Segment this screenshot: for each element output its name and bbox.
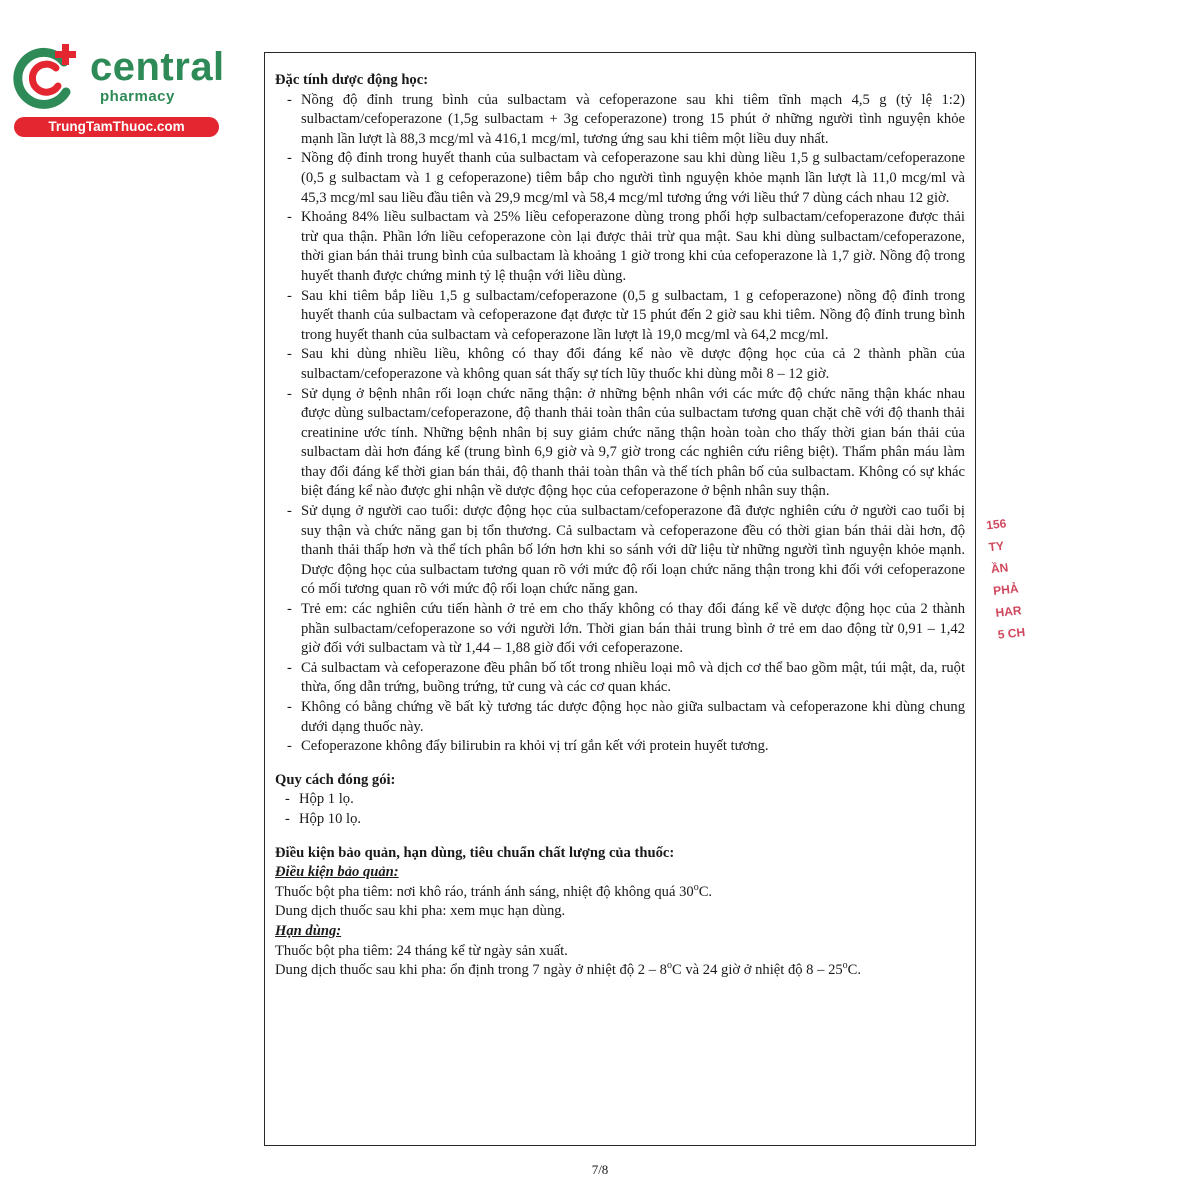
expiry-line-solution: [275, 961, 965, 981]
list-item: - Hộp 10 lọ.: [275, 810, 965, 830]
expiry-subheading: Hạn dùng:: [275, 922, 342, 939]
stamp-fragment: TY: [987, 538, 1005, 555]
degree-sup: o: [842, 960, 848, 972]
list-item: - Sử dụng ở bệnh nhân rối loạn chức năng thận: ở những bệnh nhân với các mức độ chức năng thận khác nhau được dùng sulbactam/cefoperazone, độ thanh thải toàn thân của sulbactam tương quan chặt chẽ với độ thanh thải creatinine ước tính. Những bệnh nhân bị suy giảm chức năng thận hoàn toàn cho thấy thời gian bán thải của sulbactam dài hơn đáng kể (trung bình 6,9 giờ và 9,7 giờ trong các nghiên cứu riêng biệt). Thẩm phân máu làm thay đổi đáng kể thời gian bán thải, độ thanh thải toàn thân và thể tích phân bố của sulbactam. Không có sự khác biệt đáng kể nào được ghi nhận về dược động học của cefoperazone ở bệnh nhân suy thận.: [275, 385, 965, 503]
pk-list: [275, 91, 965, 757]
storage-subheading: Điều kiện bảo quản:: [275, 864, 399, 881]
packaging-list: [275, 790, 965, 829]
list-item: - Khoảng 84% liều sulbactam và 25% liều cefoperazone dùng trong phối hợp sulbactam/cefoperazone được thải trừ qua thận. Phần lớn liều cefoperazone còn lại được thải trừ qua mật. Sau khi dùng sulbactam/cefoperazone, thời gian bán thải trung bình của sulbactam là khoảng 1 giờ trong khi của cefoperazone là 1,7 giờ. Nồng độ trong huyết thanh được chứng minh tỷ lệ thuận với liều dùng.: [275, 208, 965, 286]
list-item: - Nồng độ đỉnh trung bình của sulbactam và cefoperazone sau khi tiêm tĩnh mạch 4,5 g (tỷ lệ 1:2) sulbactam/cefoperazone (1,5g sulbactam + 3g cefoperazone) trong 15 phút ở những người tình nguyện khỏe mạnh lần lượt là 88,3 mcg/ml và 416,1 mcg/ml, tương ứng sau khi tiêm một liều duy nhất.: [275, 91, 965, 150]
stamp-fragment: HAR: [994, 603, 1023, 620]
degree-sup: o: [666, 960, 672, 972]
stamp-text: [985, 510, 1039, 645]
storage-text: C.: [698, 883, 713, 900]
storage-heading: Điều kiện bảo quản, hạn dùng, tiêu chuẩn chất lượng của thuốc:: [275, 844, 675, 861]
list-item: - Cả sulbactam và cefoperazone đều phân bố tốt trong nhiều loại mô và dịch cơ thể bao gồm mật, túi mật, da, ruột thừa, ống dẫn trứng, buồng trứng, tử cung và các cơ quan khác.: [275, 659, 965, 698]
expiry-text: C.: [847, 962, 862, 979]
expiry-line-powder: Thuốc bột pha tiêm: 24 tháng kể từ ngày sản xuất.: [275, 942, 568, 959]
list-item: - Nồng độ đỉnh trong huyết thanh của sulbactam và cefoperazone sau khi dùng liều 1,5 g sulbactam/cefoperazone (0,5 g sulbactam và 1 g cefoperazone) tiêm bắp cho người tình nguyện khỏe mạnh lần lượt là 11,0 mcg/ml và 45,3 mcg/ml sau liều đầu tiên và 29,9 mcg/ml và 58,4 mcg/ml tương ứng với liều thứ 7 dùng cách nhau 12 giờ.: [275, 149, 965, 208]
list-item: - Cefoperazone không đẩy bilirubin ra khỏi vị trí gắn kết với protein huyết tương.: [275, 737, 965, 757]
stamp-fragment: 156: [985, 516, 1008, 533]
packaging-heading: Quy cách đóng gói:: [275, 771, 396, 788]
central-pharmacy-logo-icon: [10, 42, 82, 114]
storage-text: Thuốc bột pha tiêm: nơi khô ráo, tránh ánh sáng, nhiệt độ không quá 30: [275, 883, 694, 900]
page-number: 7/8: [591, 1162, 609, 1177]
logo-subtitle: pharmacy: [100, 88, 175, 105]
degree-sup: o: [693, 881, 699, 893]
storage-line-solution: Dung dịch thuốc sau khi pha: xem mục hạn dùng.: [275, 903, 566, 920]
list-item: - Sau khi tiêm bắp liều 1,5 g sulbactam/cefoperazone (0,5 g sulbactam, 1 g cefoperazone) nồng độ đỉnh trong huyết thanh của sulbactam và cefoperazone đạt được từ 15 phút đến 2 giờ sau khi tiêm. Nồng độ đỉnh trung bình trong huyết thanh của sulbactam và cefoperazone lần lượt là 19,0 mcg/ml và 64,2 mcg/ml.: [275, 287, 965, 346]
pk-heading: Đặc tính dược động học:: [275, 72, 429, 88]
brand-logo: [10, 38, 225, 138]
expiry-text: C và 24 giờ ở nhiệt độ 8 – 25: [671, 962, 843, 979]
storage-line-powder: [275, 883, 965, 903]
expiry-text: Dung dịch thuốc sau khi pha: ổn định trong 7 ngày ở nhiệt độ 2 – 8: [275, 962, 667, 979]
list-item: - Hộp 1 lọ.: [275, 790, 965, 810]
logo-name: central: [90, 45, 225, 89]
list-item: - Trẻ em: các nghiên cứu tiến hành ở trẻ em cho thấy không có thay đổi đáng kể về dược động học của 2 thành phần sulbactam/cefoperazone so với người lớn. Thời gian bán thải trung bình ở trẻ em dao động từ 0,91 – 1,42 giờ đối với sulbactam và từ 1,44 – 1,88 giờ đối với cefoperazone.: [275, 600, 965, 659]
company-stamp: [985, 512, 1032, 662]
document-frame: [264, 52, 976, 1146]
stamp-fragment: ẦN: [990, 560, 1009, 577]
stamp-fragment: 5 CH: [997, 624, 1026, 642]
logo-url-badge[interactable]: TrungTamThuoc.com: [14, 117, 219, 137]
list-item: - Sử dụng ở người cao tuổi: dược động học của sulbactam/cefoperazone đã được nghiên cứu ở người cao tuổi bị suy thận và chức năng gan bị tổn thương. Cả sulbactam và cefoperazone đều có thời gian bán thải dài hơn, độ thanh thải thấp hơn và thể tích phân bố lớn hơn khi so sánh với dữ liệu từ những người tình nguyện khỏe mạnh. Dược động học của sulbactam tương quan rõ với mức độ rối loạn chức năng thận trong khi đối với cefoperazone có mối tương quan rõ với mức độ rối loạn chức năng gan.: [275, 502, 965, 600]
list-item: - Không có bằng chứng về bất kỳ tương tác dược động học nào giữa sulbactam và cefoperazone khi dùng chung dưới dạng thuốc này.: [275, 698, 965, 737]
stamp-fragment: PHẢ: [992, 581, 1020, 598]
list-item: - Sau khi dùng nhiều liều, không có thay đổi đáng kể nào về dược động học của cả 2 thành phần của sulbactam/cefoperazone và không quan sát thấy sự tích lũy thuốc khi dùng mỗi 8 – 12 giờ.: [275, 345, 965, 384]
